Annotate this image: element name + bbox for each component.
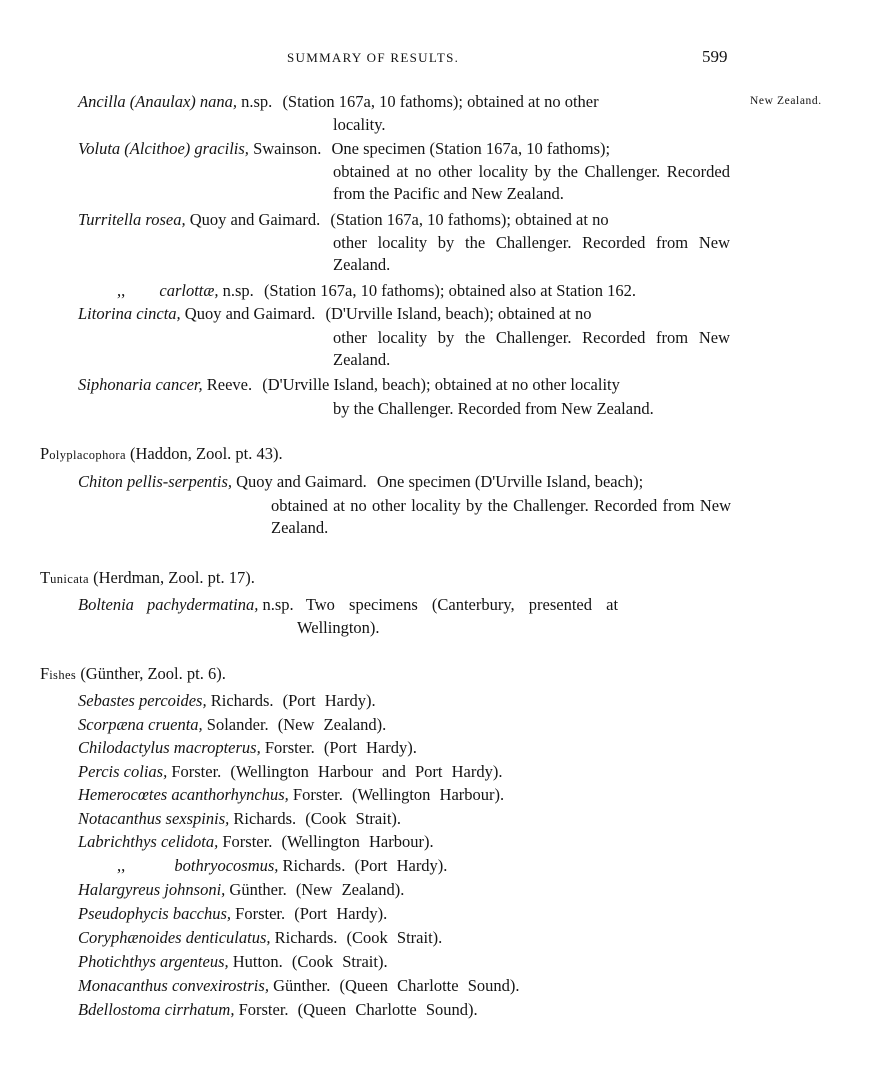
species-details: Solander. (New Zealand). xyxy=(206,715,387,734)
species-name: Chilodactylus macropterus, xyxy=(78,738,261,757)
species-name: Voluta (Alcithoe) gracilis, xyxy=(78,139,249,158)
list-item xyxy=(117,855,447,877)
species-name: Turritella rosea, xyxy=(78,210,186,229)
list-item xyxy=(78,951,388,973)
entry-continuation: Wellington). xyxy=(297,618,380,637)
species-details: Forster. (Wellington Harbour). xyxy=(222,832,434,851)
species-details: Forster. (Port Hardy). xyxy=(264,738,417,757)
entry-text: Two specimens (Canterbury, presented at xyxy=(305,595,619,614)
entry-continuation: by the Challenger. Recorded from New Zealand. xyxy=(333,399,654,418)
species-name: Monacanthus convexirostris, xyxy=(78,976,269,995)
section-reference: (Haddon, Zool. pt. 43). xyxy=(130,444,283,463)
list-item xyxy=(78,831,434,853)
list-item xyxy=(78,594,618,616)
entry-text: (Station 167a, 10 fathoms); obtained at no other xyxy=(282,92,599,111)
list-item xyxy=(78,138,610,160)
section-reference: (Günther, Zool. pt. 6). xyxy=(80,664,226,683)
list-item xyxy=(78,927,442,949)
list-item xyxy=(78,471,643,493)
species-name: bothryocosmus, xyxy=(174,856,279,875)
list-item xyxy=(78,999,478,1021)
species-name: Pseudophycis bacchus, xyxy=(78,904,232,923)
list-item xyxy=(78,784,504,806)
list-item xyxy=(78,209,609,231)
species-name: Chiton pellis-serpentis, xyxy=(78,472,232,491)
list-item xyxy=(78,737,417,759)
section-heading-polyplacophora: Polyplacophora (Haddon, Zool. pt. 43). xyxy=(40,444,283,463)
list-item xyxy=(78,714,386,736)
species-author: Reeve. xyxy=(206,375,253,394)
entry-text: One specimen (D'Urville Island, beach); xyxy=(376,472,644,491)
entry-text: One specimen (Station 167a, 10 fathoms); xyxy=(331,139,611,158)
species-details: Hutton. (Cook Strait). xyxy=(232,952,388,971)
species-details: Günther. (New Zealand). xyxy=(229,880,405,899)
species-name: Percis colias, xyxy=(78,762,168,781)
species-details: Forster. (Queen Charlotte Sound). xyxy=(238,1000,478,1019)
species-name: Bdellostoma cirrhatum, xyxy=(78,1000,235,1019)
species-name: Litorina cincta, xyxy=(78,304,181,323)
species-details: Richards. (Cook Strait). xyxy=(233,809,402,828)
running-title: SUMMARY OF RESULTS. xyxy=(287,50,460,65)
species-details: Richards. (Cook Strait). xyxy=(274,928,443,947)
species-name: Labrichthys celidota, xyxy=(78,832,219,851)
list-item xyxy=(78,303,591,325)
species-author: Quoy and Gaimard. xyxy=(236,472,367,491)
species-details: Richards. (Port Hardy). xyxy=(282,856,448,875)
species-author: Quoy and Gaimard. xyxy=(184,304,316,323)
list-item xyxy=(78,91,599,113)
species-details: Günther. (Queen Charlotte Sound). xyxy=(273,976,520,995)
entry-text: (Station 167a, 10 fathoms); obtained also at Station 162. xyxy=(263,281,637,300)
species-name: Notacanthus sexspinis, xyxy=(78,809,230,828)
species-details: Forster. (Port Hardy). xyxy=(235,904,388,923)
species-details: Richards. (Port Hardy). xyxy=(210,691,376,710)
ditto-mark: ,, xyxy=(117,281,126,300)
species-name: Siphonaria cancer, xyxy=(78,375,203,394)
list-item xyxy=(78,761,502,783)
entry-continuation: obtained at no other locality by the Challenger. Recorded from New Zealand. xyxy=(271,496,731,537)
species-name: Photichthys argenteus, xyxy=(78,952,229,971)
list-item xyxy=(78,808,401,830)
margin-note: New Zealand. xyxy=(750,95,822,107)
list-item xyxy=(117,280,636,302)
section-heading-fishes: Fishes (Günther, Zool. pt. 6). xyxy=(40,664,226,683)
species-author: n.sp. xyxy=(262,595,294,614)
species-name: Hemerocœtes acanthorhynchus, xyxy=(78,785,289,804)
entry-text: (Station 167a, 10 fathoms); obtained at no xyxy=(330,210,609,229)
species-author: Quoy and Gaimard. xyxy=(189,210,321,229)
species-name: Boltenia pachydermatina, xyxy=(78,595,259,614)
species-author: n.sp. xyxy=(222,281,254,300)
section-heading-tunicata: Tunicata (Herdman, Zool. pt. 17). xyxy=(40,568,255,587)
species-author: n.sp. xyxy=(241,92,273,111)
species-author: Swainson. xyxy=(253,139,322,158)
list-item xyxy=(78,975,520,997)
species-name: carlottæ, xyxy=(159,281,219,300)
entry-continuation: obtained at no other locality by the Challenger. Recorded from the Pacific and New Zealand. xyxy=(333,162,730,203)
list-item xyxy=(78,903,387,925)
entry-continuation: other locality by the Challenger. Recorded from New Zealand. xyxy=(333,233,730,274)
ditto-mark: ,, xyxy=(117,856,126,875)
species-name: Halargyreus johnsoni, xyxy=(78,880,226,899)
species-name: Coryphænoides denticulatus, xyxy=(78,928,271,947)
page-number: 599 xyxy=(702,47,728,66)
entry-text: (D'Urville Island, beach); obtained at no xyxy=(325,304,592,323)
species-details: Forster. (Wellington Harbour and Port Hardy). xyxy=(171,762,503,781)
list-item xyxy=(78,374,620,396)
species-name: Ancilla (Anaulax) nana, xyxy=(78,92,238,111)
entry-text: (D'Urville Island, beach); obtained at no other locality xyxy=(262,375,620,394)
list-item xyxy=(78,879,404,901)
entry-continuation: locality. xyxy=(333,115,386,134)
entry-continuation: other locality by the Challenger. Recorded from New Zealand. xyxy=(333,328,730,369)
section-reference: (Herdman, Zool. pt. 17). xyxy=(93,568,255,587)
list-item xyxy=(78,690,376,712)
species-name: Scorpæna cruenta, xyxy=(78,715,203,734)
species-name: Sebastes percoides, xyxy=(78,691,207,710)
species-details: Forster. (Wellington Harbour). xyxy=(292,785,505,804)
